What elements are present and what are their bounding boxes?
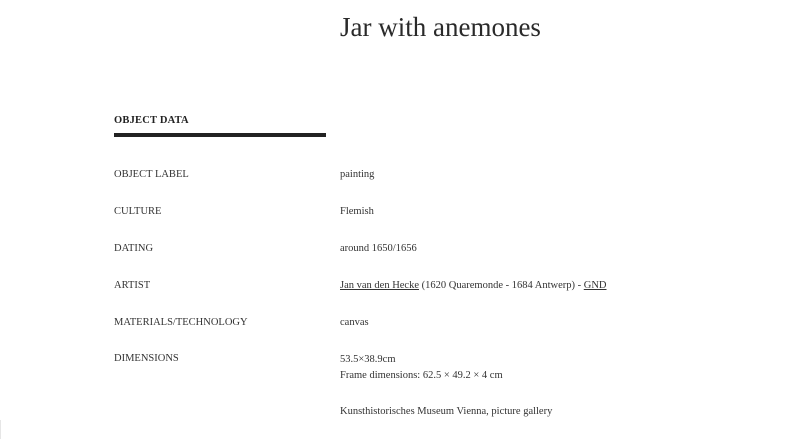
- artist-value: [340, 278, 607, 294]
- dimensions-label: DIMENSIONS: [114, 353, 179, 364]
- materials-value: canvas: [340, 317, 369, 328]
- artist-details: (1620 Quaremonde - 1684 Antwerp) -: [419, 280, 584, 291]
- dating-label: DATING: [114, 243, 154, 254]
- collection-value: Kunsthistorisches Museum Vienna, picture gallery: [340, 406, 553, 417]
- section-underline: [114, 133, 326, 137]
- section-heading-object-data: OBJECT DATA: [114, 115, 189, 126]
- object-label-value: painting: [340, 169, 375, 180]
- artist-label: ARTIST: [114, 280, 151, 291]
- object-label-label: OBJECT LABEL: [114, 169, 189, 180]
- page-title: Jar with anemones: [340, 12, 541, 42]
- gnd-link[interactable]: GND: [583, 280, 607, 291]
- dating-value: around 1650/1656: [340, 243, 417, 254]
- dimensions-value: 53.5×38.9cm: [340, 354, 396, 365]
- page-edge-divider: [0, 420, 5, 439]
- artist-name-link[interactable]: Jan van den Hecke: [340, 280, 420, 291]
- culture-value: Flemish: [340, 206, 374, 217]
- culture-label: CULTURE: [114, 206, 162, 217]
- frame-dimensions-value: Frame dimensions: 62.5 × 49.2 × 4 cm: [340, 370, 503, 381]
- materials-label: MATERIALS/TECHNOLOGY: [114, 317, 248, 328]
